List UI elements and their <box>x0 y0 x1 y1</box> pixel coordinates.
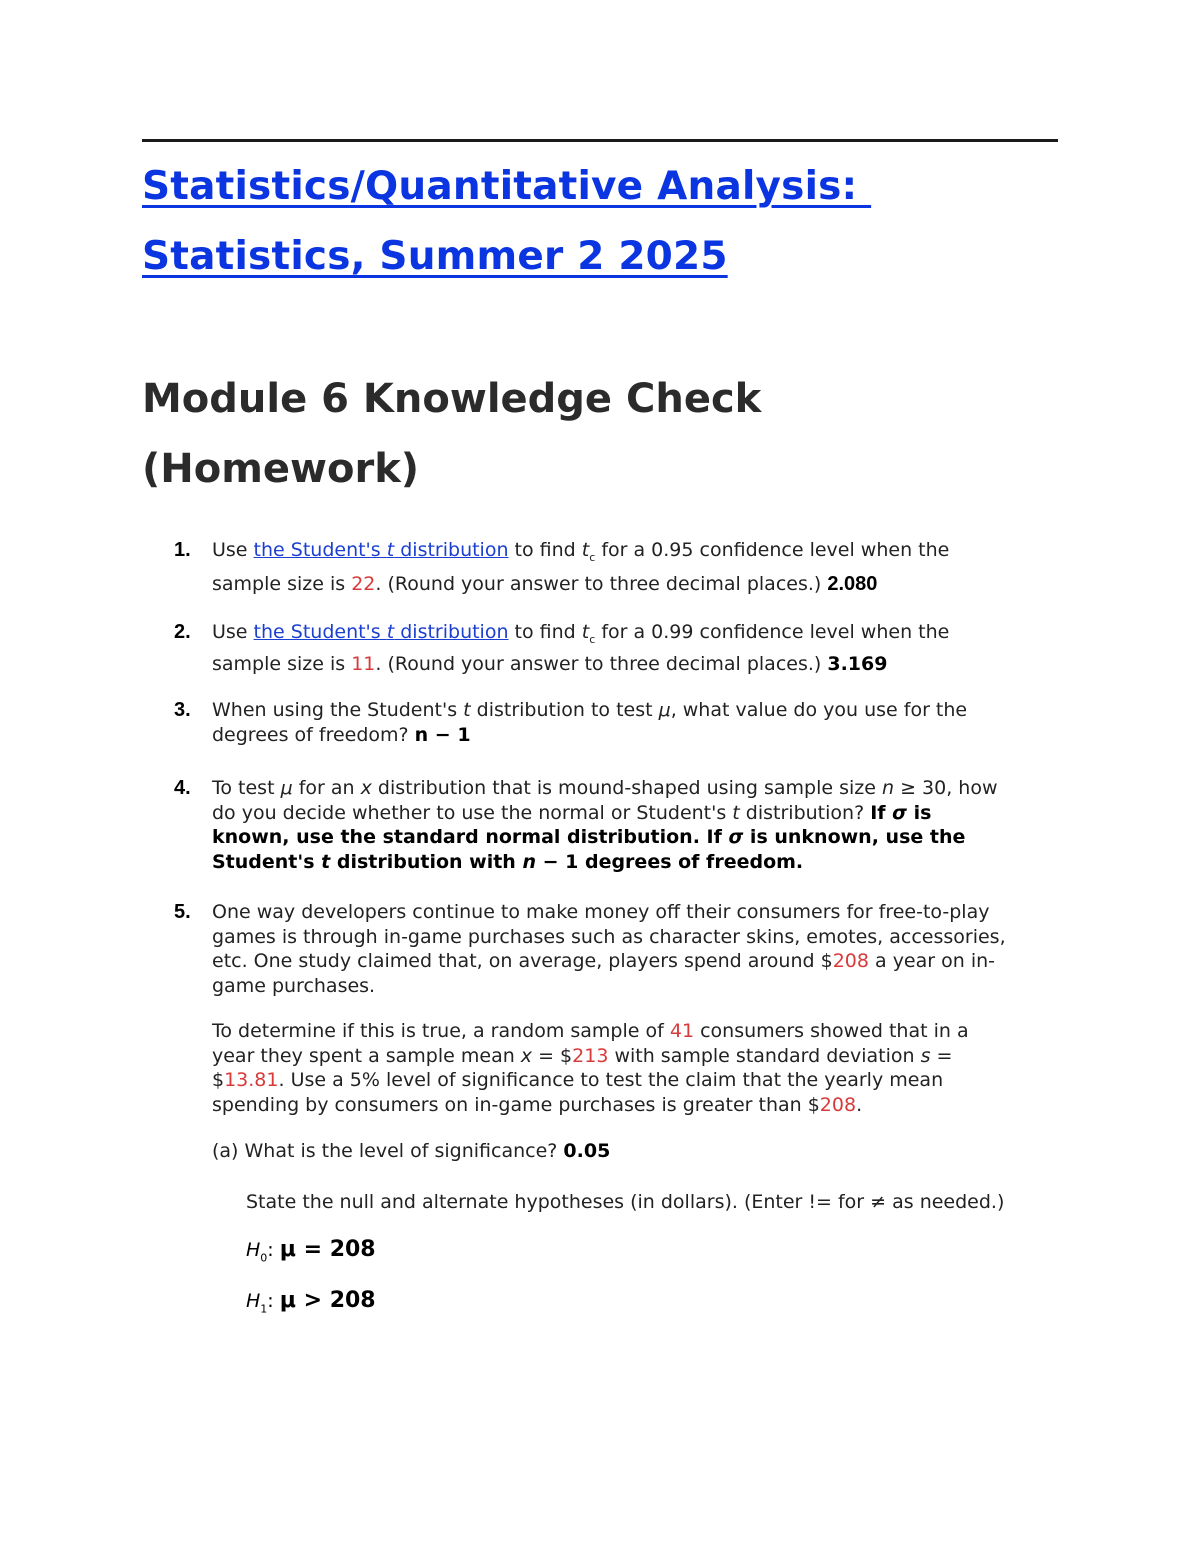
part-a: (a) What is the level of significance? 0.05 <box>212 1140 611 1162</box>
null-hypothesis: $H_0$: μ = 208 <box>246 1237 376 1265</box>
answer-4: known, use the standard normal distribution. If σ is unknown, use the <box>212 826 966 848</box>
module-heading-line1: Module 6 Knowledge Check <box>142 376 762 422</box>
module-heading-line2: (Homework) <box>142 446 420 492</box>
answer-3: n − 1 <box>414 723 471 746</box>
question-2: Use the Student's t distribution to find $t_c$ for a 0.99 confidence level when the sample size is 11. (Round your answer to three decimal places.) 3.169 <box>212 621 950 676</box>
question-5: One way developers continue to make money off their consumers for free-to-play games is through in-game purchases such as character skins, emotes, accessories, etc. One study claimed that, on average, players spend around $208 a year on in- game purchases. To determine if this is true, a random sample of 41 consumers showed that in a year they spent a sample mean x = $213 with sample standard deviation s = $13.81. Use a 5% level of significance to test the claim that the yearly mean spending by consumers on in-game purchases is greater than $208. (a) What is the level of significance? 0.05 <box>212 900 1052 1164</box>
top-rule <box>142 139 1058 142</box>
question-number-4: 4. <box>174 777 191 799</box>
answer-1: 2.080 <box>827 573 878 596</box>
course-title-line1[interactable]: Statistics/Quantitative Analysis: <box>142 164 872 209</box>
question-4: To test μ for an x distribution that is mound-shaped using sample size n ≥ 30, how do you decide whether to use the normal or Student's t distribution? If σ is known, use the standard normal distribution. If σ is unknown, use the Student's t distribution with n − 1 degrees of freedom. <box>212 776 1052 874</box>
question-number-3: 3. <box>174 699 191 721</box>
answer-2: 3.169 <box>827 653 888 676</box>
question-1: Use the Student's t distribution to find $t_c$ for a 0.95 confidence level when the sample size is 22. (Round your answer to three decimal places.) 2.080 <box>212 539 950 596</box>
alternate-hypothesis: $H_1$: μ > 208 <box>246 1288 376 1316</box>
answer-5a: 0.05 <box>563 1140 611 1162</box>
student-t-distribution-link[interactable]: the Student's t distribution <box>253 621 509 643</box>
course-title-line2[interactable]: Statistics, Summer 2 2025 <box>142 234 728 279</box>
student-t-distribution-link[interactable]: the Student's t distribution <box>253 539 509 561</box>
question-number-2: 2. <box>174 621 191 643</box>
question-number-5: 5. <box>174 901 191 923</box>
question-3: When using the Student's t distribution to test μ, what value do you use for the degrees of freedom? n − 1 <box>212 699 968 746</box>
hypotheses-instruction: State the null and alternate hypotheses (in dollars). (Enter != for ≠ as needed.) <box>246 1191 1005 1213</box>
question-number-1: 1. <box>174 539 191 561</box>
